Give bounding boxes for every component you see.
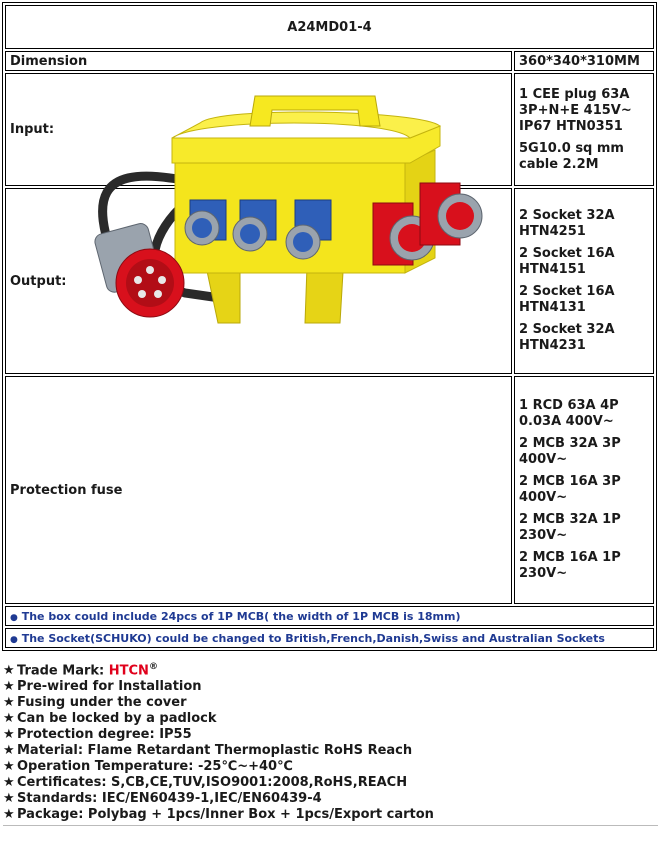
input-value xyxy=(514,73,654,186)
star-icon: ★ xyxy=(3,663,15,679)
feature-item xyxy=(3,695,658,711)
star-icon: ★ xyxy=(3,679,15,695)
feature-text: Fusing under the cover xyxy=(17,695,187,711)
protection-line: 2 MCB 16A 3P 400V~ xyxy=(519,474,621,505)
dimension-value: 360*340*310MM xyxy=(514,51,654,71)
feature-text: Material: Flame Retardant Thermoplastic RoHS Reach xyxy=(17,743,413,759)
output-line: 2 Socket 32A HTN4231 xyxy=(519,322,615,353)
registered-mark: ® xyxy=(148,662,158,672)
dimension-label: Dimension xyxy=(5,51,512,71)
star-icon: ★ xyxy=(3,743,15,759)
output-label: Output: xyxy=(5,188,512,374)
feature-item xyxy=(3,743,658,759)
output-value xyxy=(514,188,654,374)
trademark-label: Trade Mark: xyxy=(17,663,109,679)
star-icon: ★ xyxy=(3,807,15,823)
protection-line: 2 MCB 16A 1P 230V~ xyxy=(519,550,621,581)
note-text: The box could include 24pcs of 1P MCB( the width of 1P MCB is 18mm) xyxy=(21,609,461,623)
output-line: 2 Socket 16A HTN4131 xyxy=(519,284,615,315)
star-icon: ★ xyxy=(3,695,15,711)
feature-text: Certificates: S,CB,CE,TUV,ISO9001:2008,RoHS,REACH xyxy=(17,775,408,791)
feature-item xyxy=(3,807,658,823)
feature-item xyxy=(3,791,658,807)
feature-trademark xyxy=(3,659,658,679)
input-line: 1 CEE plug 63A 3P+N+E 415V~ IP67 HTN0351 xyxy=(519,86,632,134)
protection-label: Protection fuse xyxy=(5,376,512,604)
feature-text: Can be locked by a padlock xyxy=(17,711,217,727)
divider xyxy=(3,825,658,826)
feature-text: Protection degree: IP55 xyxy=(17,727,192,743)
feature-text: Pre-wired for Installation xyxy=(17,679,202,695)
feature-text: Package: Polybag + 1pcs/Inner Box + 1pcs/Export carton xyxy=(17,807,434,823)
feature-text: Standards: IEC/EN60439-1,IEC/EN60439-4 xyxy=(17,791,322,807)
input-line: 5G10.0 sq mm cable 2.2M xyxy=(519,140,624,172)
blue-socket-icon xyxy=(185,200,226,245)
trademark-brand: HTCN xyxy=(108,663,149,679)
output-line: 2 Socket 32A HTN4251 xyxy=(519,208,615,239)
protection-line: 2 MCB 32A 1P 230V~ xyxy=(519,512,621,543)
feature-text: Operation Temperature: -25℃~+40℃ xyxy=(17,759,293,775)
protection-line: 1 RCD 63A 4P 0.03A 400V~ xyxy=(519,398,619,429)
bullet-icon: ● xyxy=(10,634,18,645)
output-line: 2 Socket 16A HTN4151 xyxy=(519,246,615,277)
feature-item xyxy=(3,727,658,743)
star-icon: ★ xyxy=(3,791,15,807)
protection-value xyxy=(514,376,654,604)
star-icon: ★ xyxy=(3,775,15,791)
product-image xyxy=(90,88,500,338)
red-socket-icon xyxy=(420,183,482,245)
star-icon: ★ xyxy=(3,711,15,727)
note-socket xyxy=(5,628,654,648)
protection-line: 2 MCB 32A 3P 400V~ xyxy=(519,436,621,467)
feature-item xyxy=(3,775,658,791)
feature-list xyxy=(3,659,658,823)
input-label: Input: xyxy=(5,73,512,186)
note-mcb xyxy=(5,606,654,626)
note-text: The Socket(SCHUKO) could be changed to British,French,Danish,Swiss and Australian Sockets xyxy=(21,631,605,645)
feature-item xyxy=(3,759,658,775)
feature-item xyxy=(3,711,658,727)
product-title: A24MD01-4 xyxy=(5,5,654,49)
bullet-icon: ● xyxy=(10,612,18,623)
star-icon: ★ xyxy=(3,727,15,743)
cee-plug-icon xyxy=(93,222,184,317)
star-icon: ★ xyxy=(3,759,15,775)
feature-item xyxy=(3,679,658,695)
